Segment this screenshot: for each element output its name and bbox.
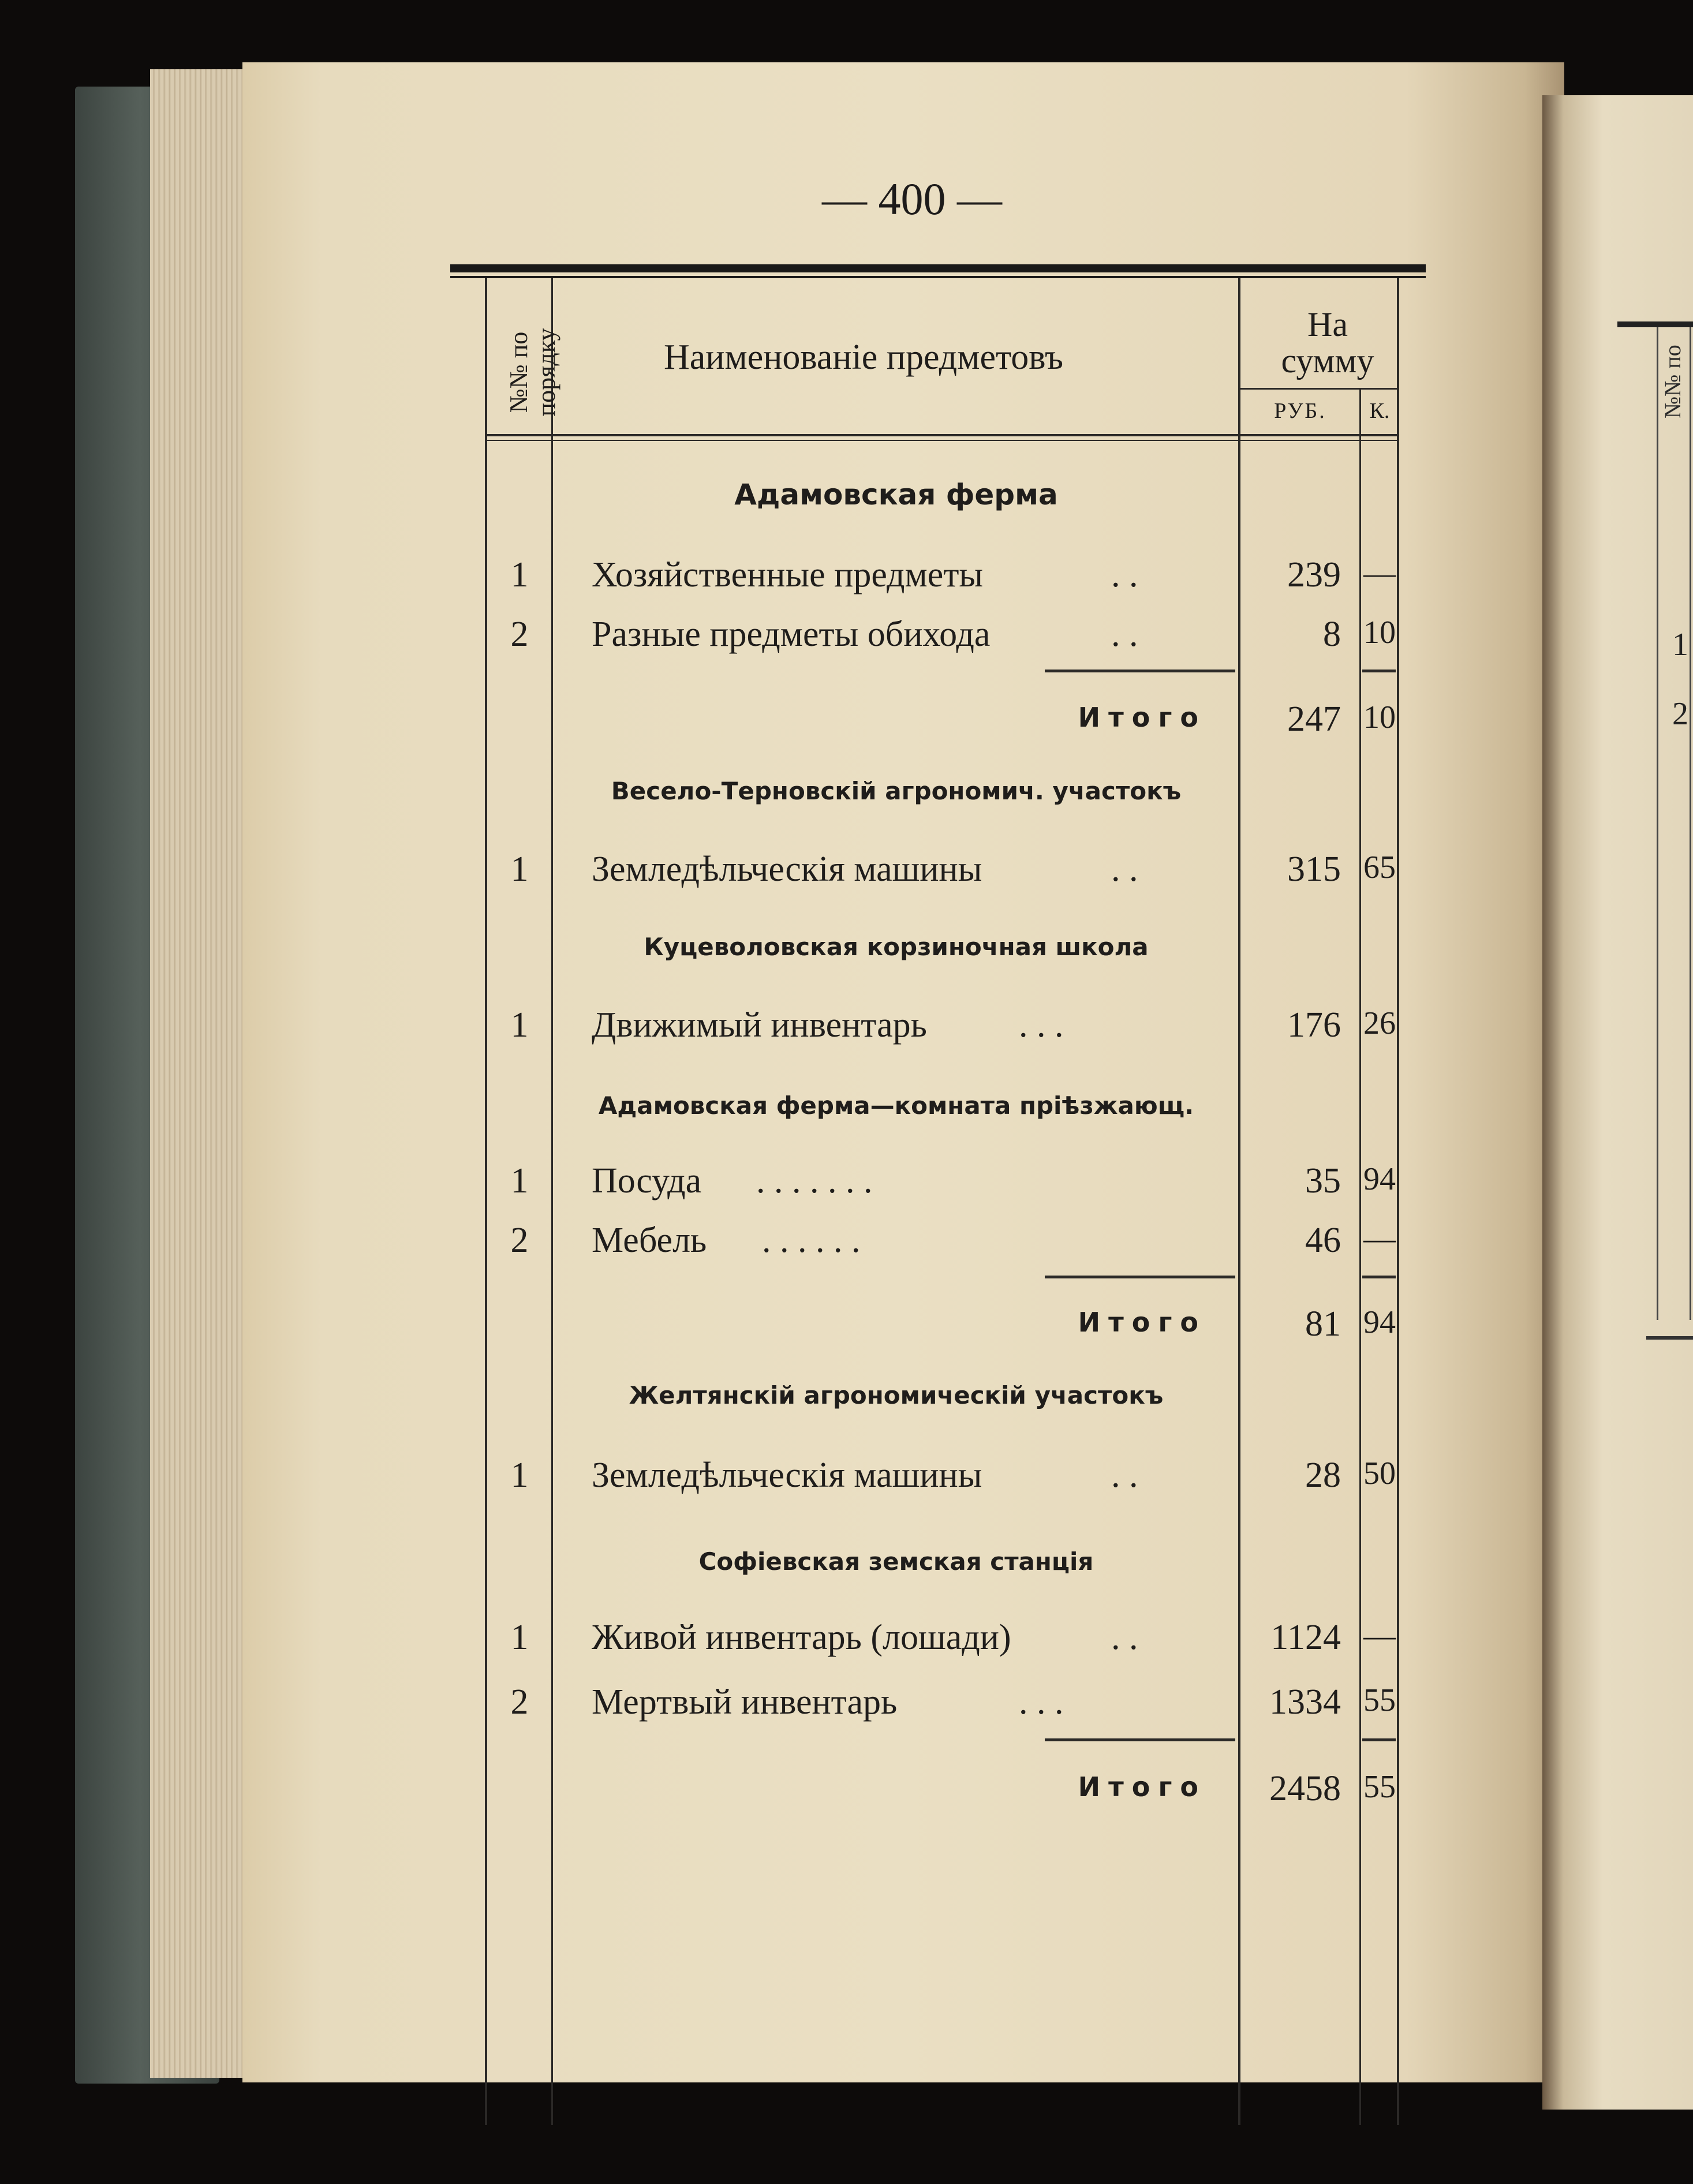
total-rub: 81	[1305, 1304, 1341, 1344]
section-title: Софіевская земская станція	[698, 1547, 1094, 1576]
facing-page-row-number: 1	[1672, 627, 1688, 663]
amount-rub: 1334	[1269, 1682, 1341, 1722]
facing-page-rule	[1617, 321, 1693, 327]
facing-page-column-line	[1657, 327, 1658, 1320]
item-name: Земледѣльческія машины	[592, 1456, 982, 1495]
item-name: Разные предметы обихода	[592, 615, 991, 654]
subtotal-rule	[1045, 1276, 1235, 1278]
amount-kop: —	[1363, 1618, 1396, 1654]
column-header-number: №№ по порядку	[504, 328, 561, 417]
amount-rub: 239	[1287, 555, 1341, 594]
amount-rub: 28	[1305, 1456, 1341, 1495]
section-title: Куцеволовская корзиночная школа	[644, 933, 1149, 961]
facing-page-row-number: 2	[1672, 696, 1688, 732]
item-name: Мебель	[592, 1221, 707, 1260]
amount-rub: 176	[1287, 1005, 1341, 1045]
row-number: 1	[510, 850, 529, 889]
item-name: Движимый инвентарь	[592, 1005, 927, 1045]
header-bottom-rule	[485, 434, 1399, 436]
leader-dots: . .	[1111, 555, 1138, 594]
column-header-sum: сумму	[1281, 342, 1374, 380]
amount-rub: 315	[1287, 850, 1341, 889]
row-number: 2	[510, 1682, 529, 1722]
leader-dots: . . .	[1019, 1005, 1064, 1045]
total-kop: 55	[1363, 1769, 1396, 1805]
total-kop: 94	[1363, 1304, 1396, 1340]
amount-rub: 46	[1305, 1221, 1341, 1260]
facing-page-rule	[1646, 1336, 1693, 1340]
row-number: 1	[510, 1005, 529, 1045]
table-right-border	[1397, 278, 1399, 2125]
amount-kop: 94	[1363, 1161, 1396, 1197]
table-left-border	[485, 278, 487, 2125]
amount-rub: 1124	[1270, 1618, 1341, 1657]
leader-dots: . . . . . .	[762, 1221, 861, 1260]
leader-dots: . .	[1111, 1618, 1138, 1657]
amount-kop: 65	[1363, 850, 1396, 885]
item-name: Живой инвентарь (лошади)	[592, 1618, 1011, 1657]
section-title: Желтянскій агрономическій участокъ	[629, 1381, 1164, 1409]
sum-header-rule	[1238, 388, 1399, 390]
amount-rub: 35	[1305, 1161, 1341, 1201]
total-kop: 10	[1363, 700, 1396, 735]
facing-page-header: №№ по	[1660, 345, 1685, 418]
facing-page-column-line	[1690, 327, 1691, 1320]
column-divider	[1238, 278, 1240, 2125]
total-rub: 247	[1287, 700, 1341, 739]
leader-dots: . .	[1111, 1456, 1138, 1495]
subtotal-rule	[1362, 670, 1396, 672]
page-number: — 400 —	[822, 174, 1002, 224]
table-top-rule	[450, 264, 1426, 272]
table-top-rule	[450, 276, 1426, 278]
amount-kop: 10	[1363, 615, 1396, 650]
leader-dots: . . .	[1019, 1682, 1064, 1722]
row-number: 1	[510, 1618, 529, 1657]
subtotal-rule	[1362, 1276, 1396, 1278]
column-header-rub: РУБ.	[1274, 399, 1326, 423]
item-name: Мертвый инвентарь	[592, 1682, 898, 1722]
amount-kop: 50	[1363, 1456, 1396, 1491]
total-rub: 2458	[1269, 1769, 1341, 1808]
amount-kop: 55	[1363, 1682, 1396, 1718]
total-label: Итого	[1078, 1307, 1206, 1338]
amount-kop: 26	[1363, 1005, 1396, 1041]
item-name: Земледѣльческія машины	[592, 850, 982, 889]
amount-rub: 8	[1323, 615, 1341, 654]
row-number: 1	[510, 555, 529, 594]
header-bottom-rule	[485, 440, 1399, 441]
column-divider	[1359, 388, 1361, 2125]
row-number: 2	[510, 615, 529, 654]
subtotal-rule	[1045, 670, 1235, 672]
row-number: 1	[510, 1456, 529, 1495]
section-title: Адамовская ферма	[734, 478, 1058, 511]
column-header-sum: На	[1307, 305, 1348, 343]
total-label: Итого	[1078, 702, 1206, 733]
total-label: Итого	[1078, 1771, 1206, 1802]
column-header-kop: К.	[1369, 399, 1390, 423]
facing-page	[1542, 95, 1693, 2110]
leader-dots: . . . . . . .	[756, 1161, 873, 1201]
leader-dots: . .	[1111, 850, 1138, 889]
section-title: Адамовская ферма—комната пріѣзжающ.	[598, 1091, 1194, 1120]
column-header-name: Наименованіе предметовъ	[664, 338, 1064, 377]
amount-kop: —	[1363, 555, 1396, 591]
amount-kop: —	[1363, 1221, 1396, 1256]
section-title: Весело-Терновскій агрономич. участокъ	[611, 777, 1182, 805]
subtotal-rule	[1045, 1738, 1235, 1741]
column-divider	[551, 278, 553, 2125]
item-name: Хозяйственные предметы	[592, 555, 984, 594]
item-name: Посуда	[592, 1161, 702, 1201]
subtotal-rule	[1362, 1738, 1396, 1741]
row-number: 1	[510, 1161, 529, 1201]
row-number: 2	[510, 1221, 529, 1260]
leader-dots: . .	[1111, 615, 1138, 654]
